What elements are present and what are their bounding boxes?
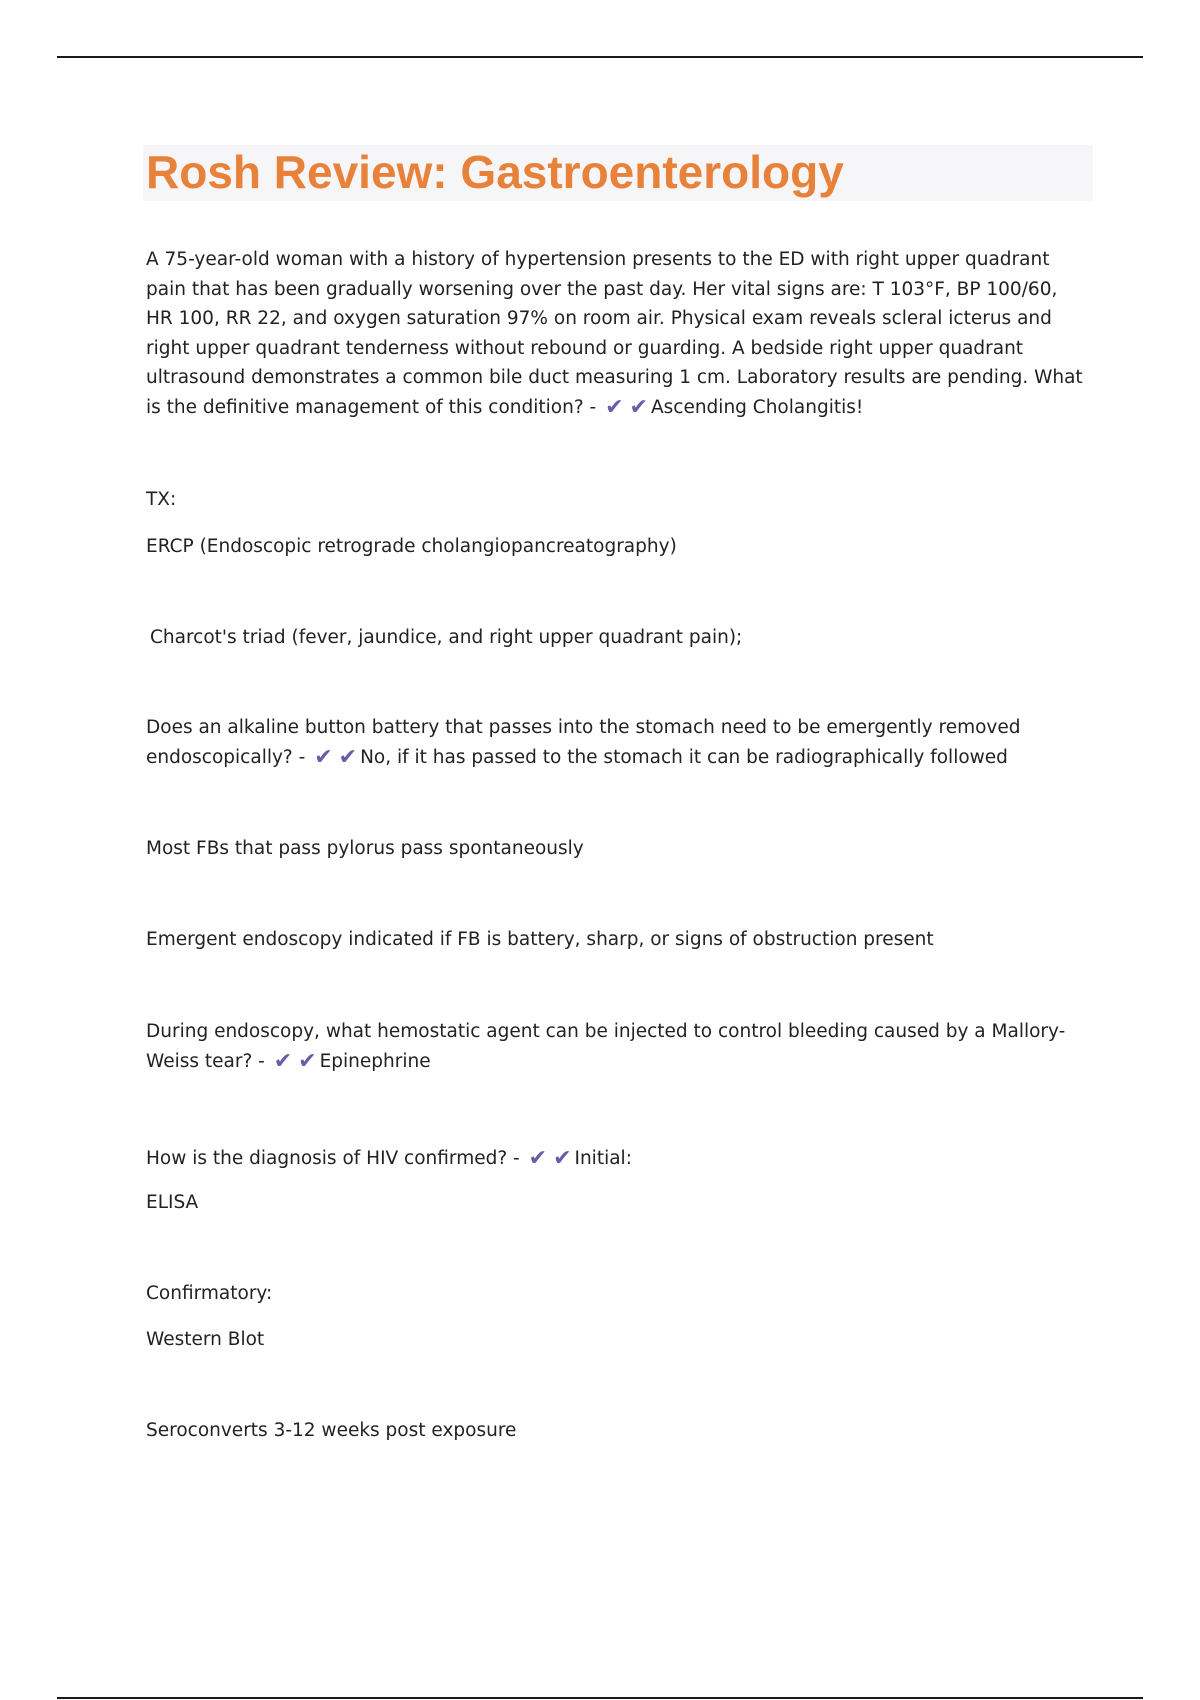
check-icon: ✔ [273,1048,293,1074]
qa-cholangitis [146,245,1086,422]
check-icon: ✔ [605,394,624,420]
page-title: Rosh Review: Gastroenterology [146,146,844,198]
question-text: Does an alkaline button battery that passes into the stomach need to be emergently removed endoscopically? - [146,717,1021,768]
qa-battery [146,713,1086,772]
answer-text: Epinephrine [319,1050,431,1072]
bottom-rule [57,1697,1143,1699]
qa-mallory-weiss [146,1017,1086,1076]
answer-text: Ascending Cholangitis! [650,396,864,418]
fb-emergent-text: Emergent endoscopy indicated if FB is battery, sharp, or signs of obstruction present [146,929,934,950]
answer-text: Initial: [574,1148,632,1169]
check-icon: ✔ [629,394,648,420]
seroconverts-text: Seroconverts 3-12 weeks post exposure [146,1420,517,1441]
western-blot-text: Western Blot [146,1329,265,1350]
top-rule [57,56,1143,58]
elisa-text: ELISA [146,1192,199,1213]
fb-pylorus-text: Most FBs that pass pylorus pass spontaneously [146,838,584,859]
qa-hiv [146,1144,1086,1174]
tx-label: TX: [146,489,177,510]
check-icon: ✔ [553,1146,572,1171]
question-text: How is the diagnosis of HIV confirmed? - [146,1148,520,1169]
question-text: During endoscopy, what hemostatic agent can be injected to control bleeding caused by a Mallory-Weiss tear? - [146,1021,1066,1072]
check-icon: ✔ [338,744,358,770]
charcot-text: Charcot's triad (fever, jaundice, and right upper quadrant pain); [150,627,743,648]
confirmatory-label: Confirmatory: [146,1283,273,1304]
answer-text: No, if it has passed to the stomach it can be radiographically followed [360,746,1008,768]
check-icon: ✔ [298,1048,317,1074]
check-icon: ✔ [314,744,333,770]
question-text: A 75-year-old woman with a history of hypertension presents to the ED with right upper quadrant pain that has been gradually worsening over the past day. Her vital signs are: T 103°F, BP 100/60, HR 100, RR 22, and oxygen saturation 97% on room air. Physical exam reveals scleral icterus and right upper quadrant tenderness without rebound or guarding. A bedside right upper quadrant ultrasound demonstrates a common bile duct measuring 1 cm. Laboratory results are pending. What is the definitive management of this condition? - [146,249,1083,418]
check-icon: ✔ [528,1146,548,1171]
ercp-text: ERCP (Endoscopic retrograde cholangiopancreatography) [146,536,677,557]
